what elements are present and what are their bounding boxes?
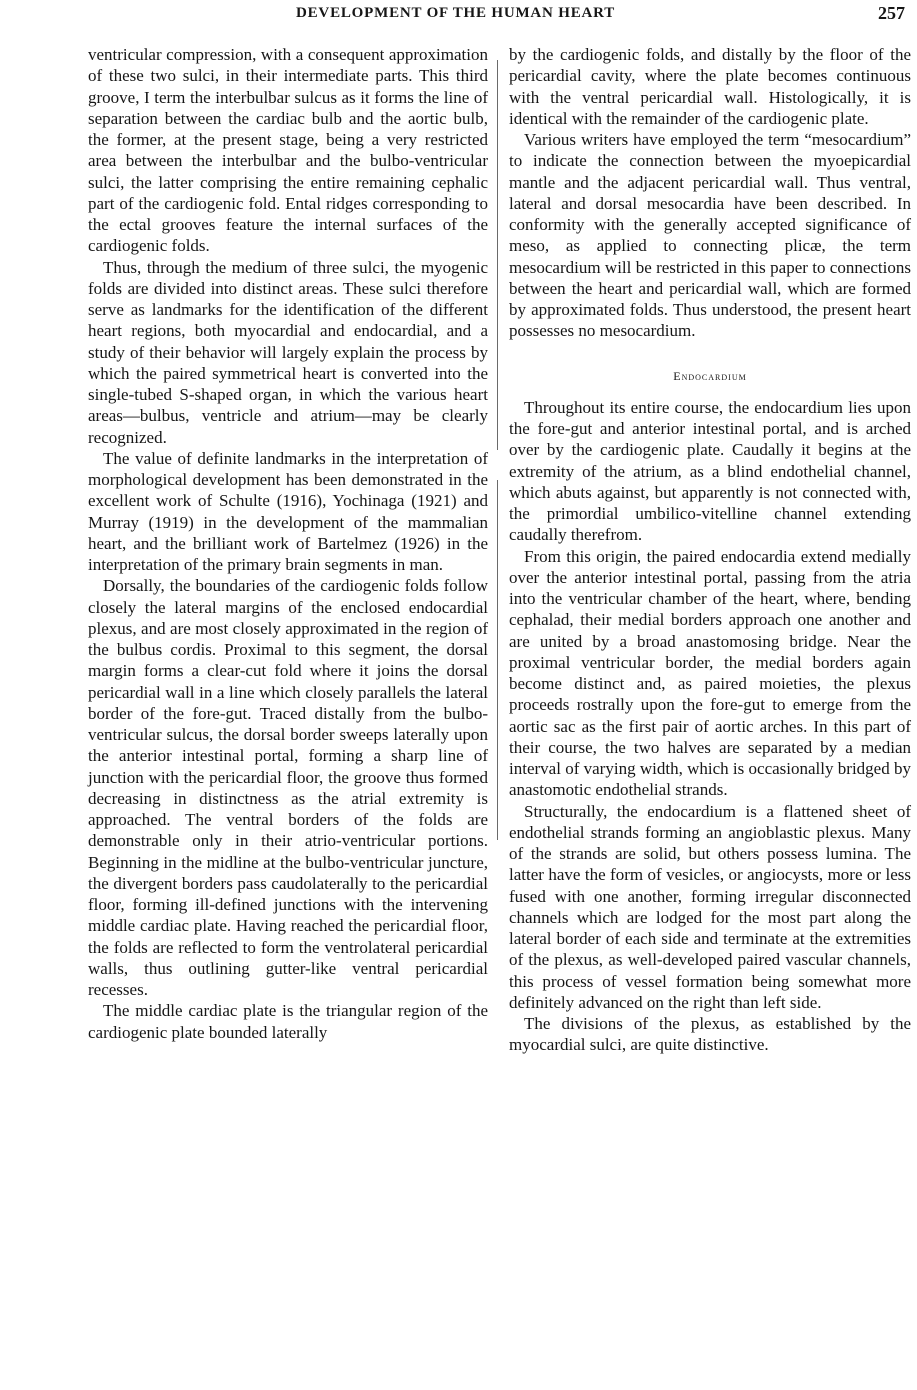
paragraph: Throughout its entire course, the endocardium lies upon the fore-gut and anterior intestinal portal, and is arched over by the cardiogenic plate. Caudally it begins at the extremity of the atrium, as a blind endothelial channel, which abuts against, but apparently is not connected with, the primordial umbilico-vitelline channel extending caudally therefrom. (509, 397, 911, 545)
column-divider-upper (497, 60, 498, 450)
running-head: DEVELOPMENT OF THE HUMAN HEART (296, 5, 616, 21)
page-number: 257 (878, 3, 905, 23)
paragraph: The middle cardiac plate is the triangular region of the cardiogenic plate bounded laterally (88, 1001, 488, 1042)
paragraph: ventricular compression, with a consequent approximation of these two sulci, in their intermediate parts. This third groove, I term the interbulbar sulcus as it forms the line of separation between the cardiac bulb and the aortic bulb, the former, at the present stage, being a very restricted area between the interbulbar and the bulbo-ventricular sulci, the latter comprising the entire remaining cephalic part of the cardiogenic fold. Ental ridges corresponding to the ectal grooves feature the internal surfaces of the cardiogenic folds. (88, 45, 488, 256)
paragraph: Dorsally, the boundaries of the cardiogenic folds follow closely the lateral margins of the enclosed endocardial plexus, and are most closely approximated in the region of the bulbus cordis. Proximal to this segment, the dorsal margin forms a clear-cut fold where it joins the dorsal pericardial wall in a line which closely parallels the lateral border of the fore-gut. Traced distally from the bulbo-ventricular sulcus, the dorsal border sweeps laterally upon the anterior intestinal portal, forming a sharp line of junction with the pericardial floor, the groove thus formed decreasing in distinctness as the atrial extremity is approached. The ventral borders of the folds are demonstrable only in their atrio-ventricular portions. Beginning in the midline at the bulbo-ventricular juncture, the divergent borders pass caudolaterally to the pericardial floor, forming ill-defined junctions with the intervening middle cardiac plate. Having reached the pericardial floor, the folds are reflected to form the ventrolateral pericardial walls, thus outlining gutter-like ventral pericardial recesses. (88, 576, 488, 999)
paragraph: The divisions of the plexus, as established by the myocardial sulci, are quite distinctive. (509, 1014, 911, 1055)
right-column (509, 44, 911, 1056)
section-heading: Endocardium (673, 368, 747, 383)
paragraph: The value of definite landmarks in the interpretation of morphological development has been demonstrated in the excellent work of Schulte (1916), Yochinaga (1921) and Murray (1919) in the development of the mammalian heart, and the brilliant work of Bartelmez (1926) in the interpretation of the primary brain segments in man. (88, 448, 488, 574)
paragraph: Structurally, the endocardium is a flattened sheet of endothelial strands forming an angioblastic plexus. Many of the strands are solid, but others possess lumina. The latter have the form of vesicles, or angiocysts, more or less fused with one another, forming irregular disconnected channels which are lodged for the most part along the lateral border of each side and terminate at the extremities of the plexus, as well-developed paired vascular channels, this process of vessel formation being somewhat more definitely advanced on the right than left side. (509, 801, 911, 1012)
column-divider-lower (497, 480, 498, 840)
paragraph: by the cardiogenic folds, and distally by the floor of the pericardial cavity, where the plate becomes continuous with the ventral pericardial wall. Histologically, it is identical with the remainder of the cardiogenic plate. (509, 45, 911, 128)
paragraph: Thus, through the medium of three sulci, the myogenic folds are divided into distinct areas. These sulci therefore serve as landmarks for the identification of the different heart regions, both myocardial and endocardial, and a study of their behavior will largely explain the process by which the paired symmetrical heart is converted into the single-tubed S-shaped organ, in which the various heart areas—bulbus, ventricle and atrium—may be clearly recognized. (88, 257, 488, 447)
paragraph: Various writers have employed the term “mesocardium” to indicate the connection between the myoepicardial mantle and the adjacent pericardial wall. Thus ventral, lateral and dorsal mesocardia have been described. In conformity with the generally accepted significance of meso, as applied to connecting plicæ, the term mesocardium will be restricted in this paper to connections between the heart and pericardial wall, which are formed by approximated folds. Thus understood, the present heart possesses no mesocardium. (509, 130, 911, 341)
left-column (88, 44, 488, 1043)
paragraph: From this origin, the paired endocardia extend medially over the anterior intestinal portal, passing from the atria into the ventricular chamber of the heart, where, bending cephalad, their medial borders approach one another and are united by a broad anastomosing bridge. Near the proximal ventricular border, the medial borders again become distinct and, as paired moieties, the plexus proceeds rostrally upon the fore-gut to emerge from the aortic sac as the first pair of aortic arches. In this part of their course, the two halves are separated by a median interval of varying width, which is occasionally bridged by anastomotic endothelial strands. (509, 546, 911, 800)
